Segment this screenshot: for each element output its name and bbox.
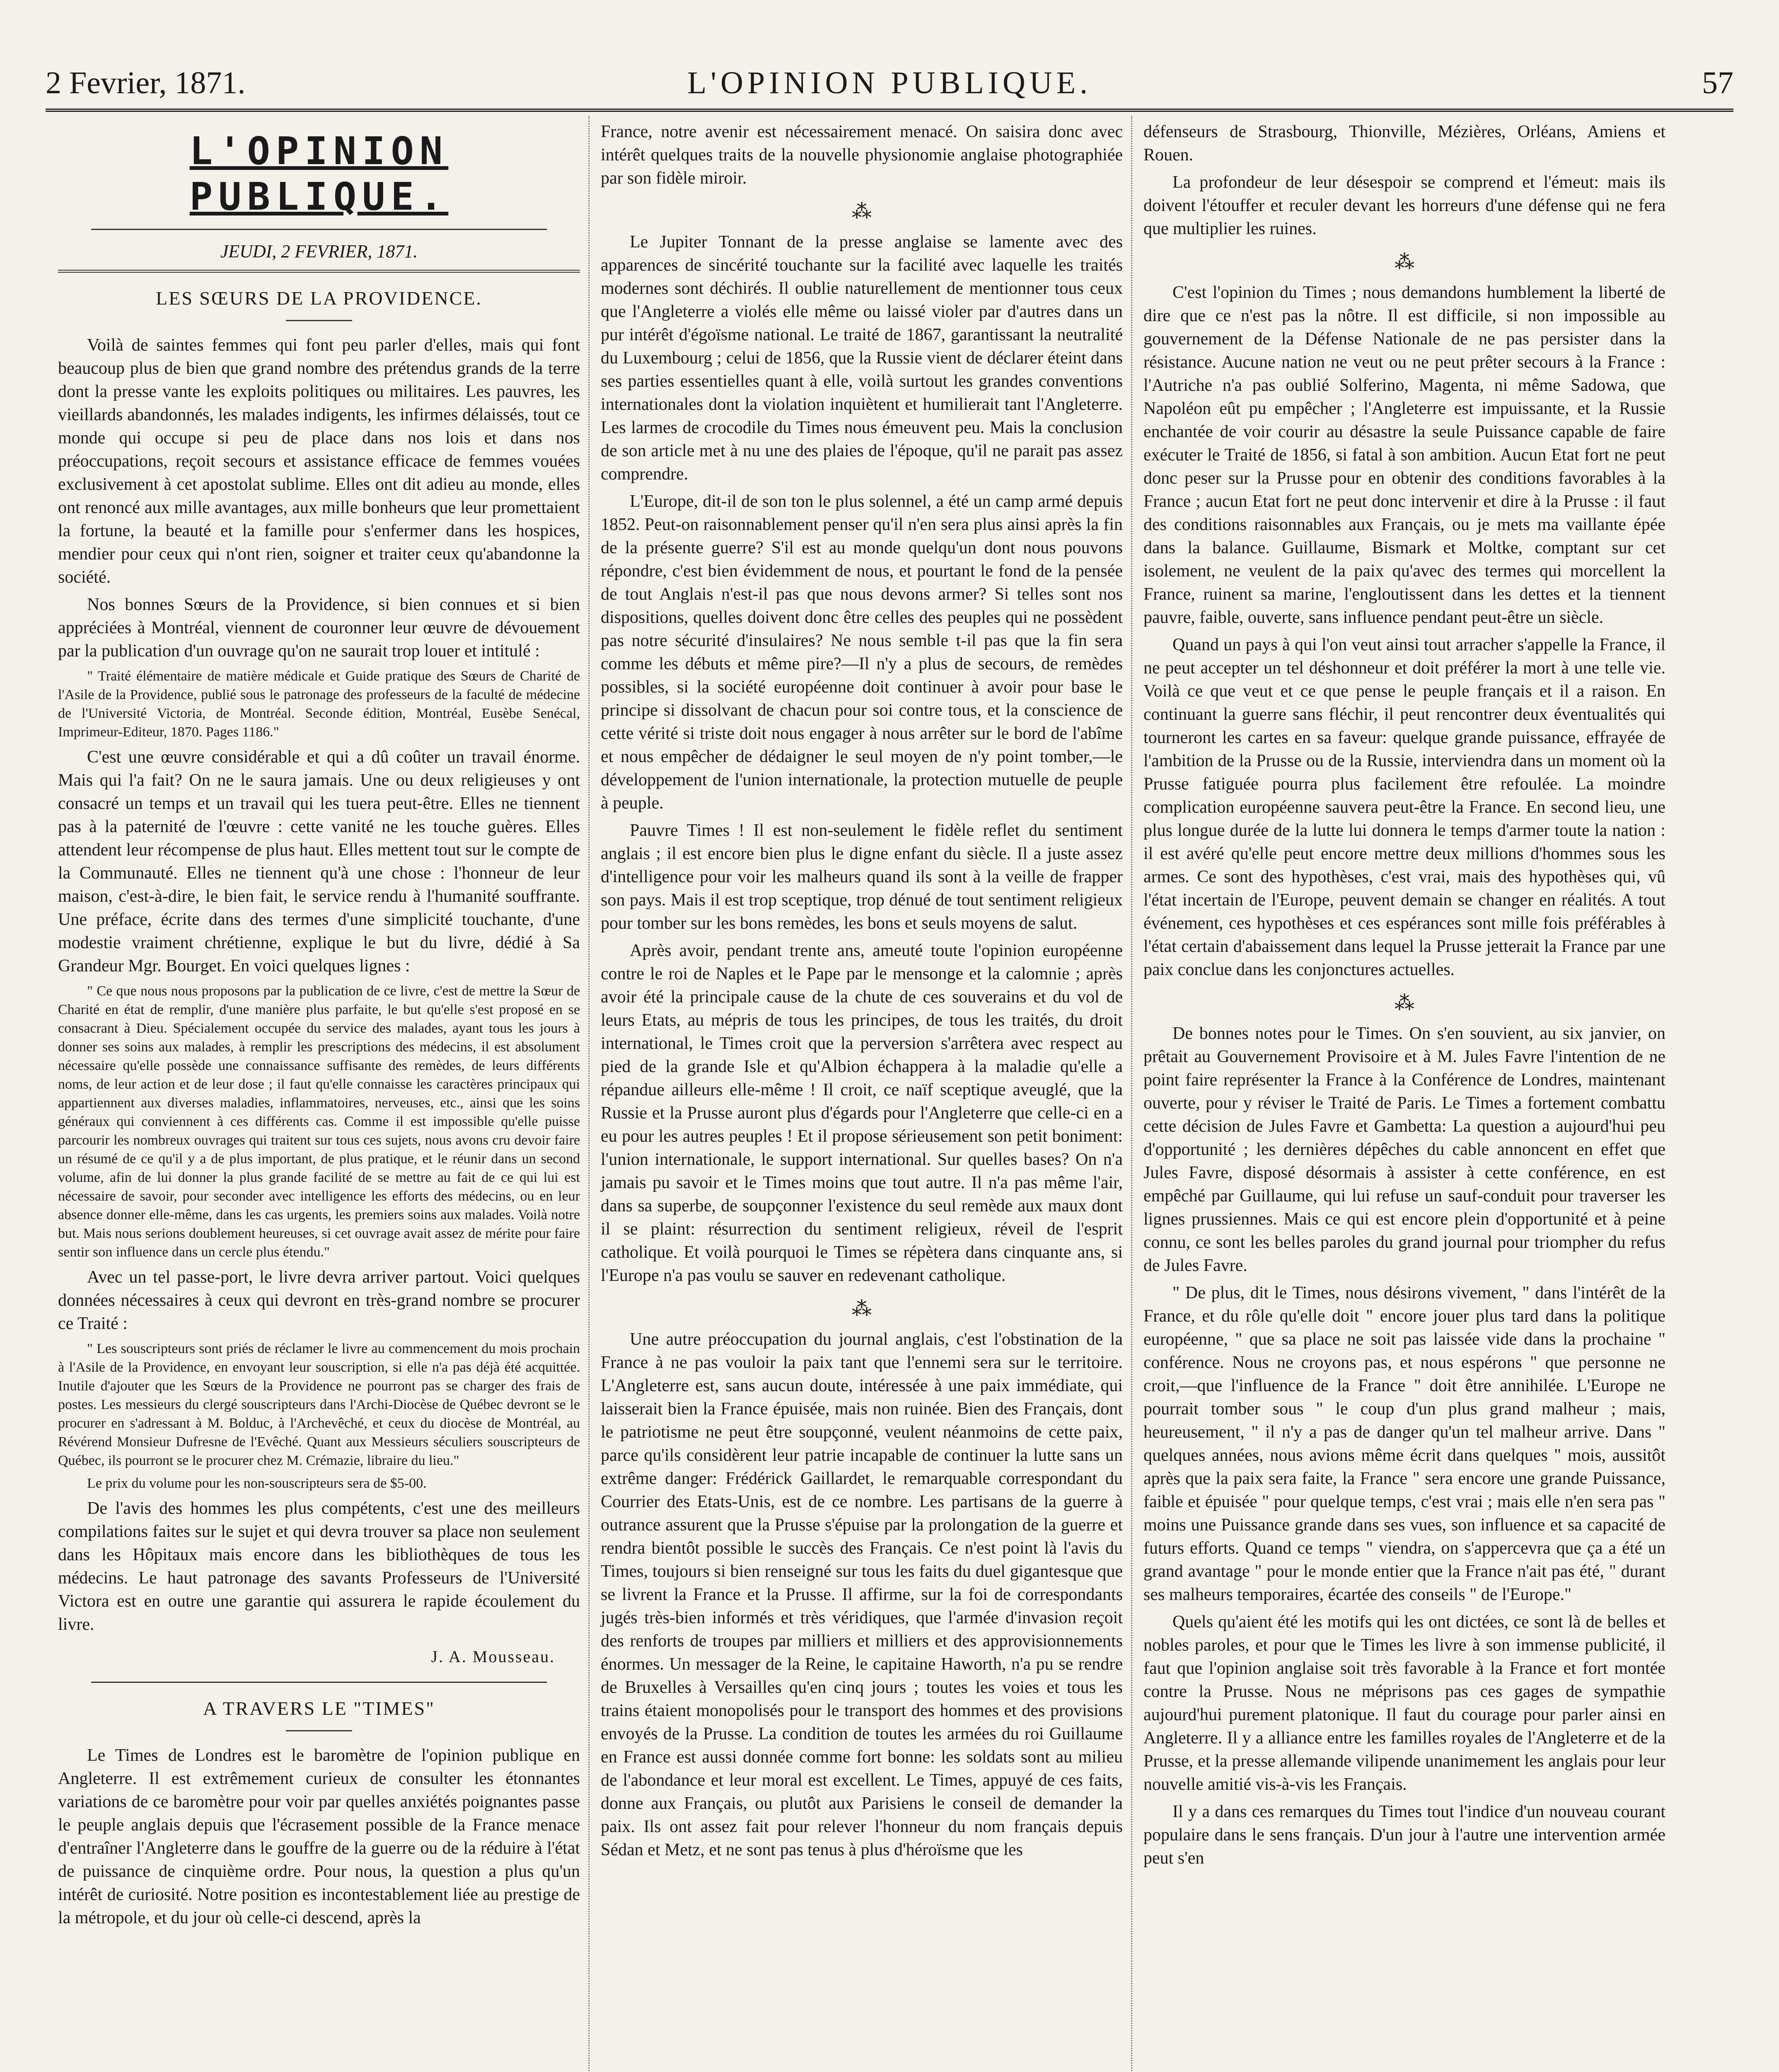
asterism-divider: ⁂ [1395,251,1414,273]
article-quote: " Les souscripteurs sont priés de réclamer le livre au commencement du mois prochain à l'Asile de la Providence, en envoyant leur souscription, si elle n'a pas déjà été acquittée. Inutile d'ajouter que les Sœurs de la Providence ne pourront pas se charger des frais de postes. Les messieurs du clergé souscripteurs dans l'Archi-Diocèse de Québec devront se le procurer en s'adressant à M. Bolduc, à l'Archevêché, et ceux du diocèse de Montréal, au Révérend Monsieur Dufresne de l'Evêché. Quant aux Messieurs séculiers souscripteurs de Québec, ils pourront se le procurer chez M. Crémazie, libraire du lieu." [58,1341,580,1468]
section-title-providence: LES SŒURS DE LA PROVIDENCE. [156,288,482,309]
article-signature: J. A. Mousseau. [431,1647,555,1666]
column-2 [601,120,1123,1866]
article-paragraph: France, notre avenir est nécessairement menacé. On saisira donc avec intérêt quelques traits de la nouvelle physionomie anglaise photographiée par son fidèle miroir. [601,122,1123,188]
column-divider [1131,116,1132,2072]
column-1 [58,120,580,1934]
article-quote: " Traité élémentaire de matière médicale et Guide pratique des Sœurs de Charité de l'Asile de la Providence, publié sous le patronage des professeurs de la faculté de médecine de l'Université Victoria, de Montréal. Seconde édition, Montréal, Eusèbe Senécal, Imprimeur-Editeur, 1870. Pages 1186." [58,668,580,740]
article-paragraph: Il y a dans ces remarques du Times tout l'indice d'un nouveau courant populaire dans le sens français. D'un jour à l'autre une intervention armée peut s'en [1143,1802,1665,1868]
article-paragraph: De l'avis des hommes les plus compétents, c'est une des meilleurs compilations faites sur le sujet et qui devra trouver sa place non seulement dans les Hôpitaux mais encore dans les bibliothèques de tous les médecins. Le haut patronage des savants Professeurs de l'Université Victora est en outre une garantie qui assurera le rapide écoulement du livre. [58,1499,580,1634]
asterism-divider: ⁂ [1395,992,1414,1014]
article-paragraph: La profondeur de leur désespoir se comprend et l'émeut: mais ils doivent l'étouffer et reculer devant les horreurs d'une défense qui ne fera que multiplier les ruines. [1143,173,1665,238]
masthead-double-rule [58,270,580,273]
running-head-date: 2 Fevrier, 1871. [46,65,246,100]
article-paragraph: Pauvre Times ! Il est non-seulement le fidèle reflet du sentiment anglais ; il est encore bien plus le digne enfant du siècle. Il a juste assez d'intelligence pour voir les malheurs quand ils sont à la veille de frapper son pays. Mais il est trop sceptique, trop dénué de tout sentiment religieux pour tomber sur les bons remèdes, les bons et seuls moyens de salut. [601,821,1123,933]
article-quote: " Ce que nous nous proposons par la publication de ce livre, c'est de mettre la Sœur de Charité en état de remplir, d'une manière plus parfaite, le but qu'elle s'est proposé en se consacrant à Dieu. Spécialement occupée du service des malades, ayant tous les jours à donner ses soins aux malades, à remplir les prescriptions des médecins, il est absolument nécessaire qu'elle possède une connaissance suffisante des remèdes, de leurs différents noms, de leur action et de leur dose ; il faut qu'elle connaisse les caractères principaux qui appartiennent aux diverses maladies, inflammatoires, nerveuses, etc., ainsi que les soins généraux qui conviennent à ces différents cas. Comme il est impossible qu'elle puisse parcourir les nombreux ouvrages qui traitent sur tous ces sujets, nous avons cru devoir faire un résumé de ce qu'il y a de plus important, de plus pratique, et le réunir dans un second volume, afin de lui donner la plus grande facilité de se mettre au fait de ce qui lui est nécessaire de savoir, pour seconder avec intelligence les efforts des médecins, ou en leur absence donner elle-même, dans les cas urgents, les premiers soins aux malades. Voilà notre but. Mais nous serions doublement heureuses, si cet ouvrage avait assez de mérite pour faire sentir son influence dans un cercle plus étendu." [58,983,580,1260]
article-paragraph: De bonnes notes pour le Times. On s'en souvient, au six janvier, on prêtait au Gouvernement Provisoire et à M. Jules Favre l'intention de ne point faire représenter la France à la Conférence de Londres, maintenant ouverte, pour y réviser le Traité de Paris. Le Times a fortement combattu cette décision de Jules Favre et Gambetta: La question a aujourd'hui peu d'opportunité ; les dernières dépêches du cable annoncent en effet que Jules Favre, disposé désormais à assister à cette conférence, en est empêché par Guillaume, qui lui refuse un sauf-conduit pour traverser les lignes prussiennes. Mais ce qui est encore plein d'opportunité et à peine connu, ce sont les belles paroles du grand journal pour triompher du refus de Jules Favre. [1143,1024,1665,1275]
article-paragraph: C'est une œuvre considérable et qui a dû coûter un travail énorme. Mais qui l'a fait? On ne le saura jamais. Une ou deux religieuses y ont consacré un temps et un travail qui les tuera peut-être. Elles ne tiennent pas à la paternité de l'œuvre : cette vanité ne les touche guères. Elles attendent leur récompense de plus haut. Elles mettent tout sur le compte de la Communauté. Elles ne tiennent qu'à une chose : l'honneur de leur maison, c'est-à-dire, le bien fait, le service rendu à l'humanité souffrante. Une préface, écrite dans des termes d'une simplicité touchante, d'une modestie vraiment chrétienne, explique le but du livre, dédié à Sa Grandeur Mgr. Bourget. En voici quelques lignes : [58,748,580,975]
column-divider [588,116,590,2072]
article-paragraph: défenseurs de Strasbourg, Thionville, Mézières, Orléans, Amiens et Rouen. [1143,122,1665,165]
article-paragraph: Le Jupiter Tonnant de la presse anglaise se lamente avec des apparences de sincérité touchante sur la facilité avec laquelle les traités modernes sont déchirés. Il oublie naturellement de mentionner tous ceux que l'Angleterre a violés elle même ou laissé violer par d'autres dans un pur intérêt d'égoïsme national. Le traité de 1867, garantissant la neutralité du Luxembourg ; celui de 1856, que la Russie vient de déclarer éteint dans ses parties essentielles quant à elle, voilà surtout les grandes conventions internationales dont la violation inquiètent et humilierait tant l'Angleterre. Les larmes de crocodile du Times nous émeuvent peu. Mais la conclusion de son article met à nu une des plaies de l'époque, qu'il ne parait pas assez comprendre. [601,232,1123,484]
masthead-rule [91,229,547,230]
article-separator [91,1682,547,1683]
column-3 [1143,120,1665,1874]
article-quote: " De plus, dit le Times, nous désirons vivement, " dans l'intérêt de la France, et du rôle qu'elle doit " encore jouer plus tard dans la politique européenne, " que sa place ne soit pas laissée vide dans la prochaine " conférence. Nous ne croyons pas, et nous espérons " que personne ne croit,—que l'influence de la France " doit être annihilée. L'Europe ne pourrait tomber sous " le coup d'un plus grand malheur ; mais, heureusement, " il n'y a pas de danger qu'un tel malheur arrive. Dans " quelques années, nous avions même écrit dans quelques " mois, aussitôt après que la paix sera faite, la France " sera encore une grande Puissance, faible et épuisée " pour quelque temps, c'est vrai ; mais elle n'en sera pas " moins une Puissance grande dans ses vues, son influence et sa capacité de futurs efforts. Quand ce temps " viendra, on s'appercevra que ça a été un grand avantage " pour le monde entier que la France n'ait pas été, " durant ses malheurs temporaires, écartée des conseils " de l'Europe." [1143,1283,1665,1604]
header-rule [46,109,1733,112]
article-paragraph: Voilà de saintes femmes qui font peu parler d'elles, mais qui font beaucoup plus de bien que grand nombre des prétendus grands de la terre dont la presse vante les exploits politiques ou militaires. Les pauvres, les vieillards abandonnés, les malades indigents, les infirmes délaissés, tout ce monde qui occupe si peu de place dans nos lois et dans nos préoccupations, reçoit secours et assistance efficace de femmes vouées exclusivement à cet apostolat sublime. Elles ont dit adieu au monde, elles ont renoncé aux mille avantages, aux mille bonheurs que leur promettaient la fortune, la beauté et la famille pour s'enfermer dans les hospices, mendier pour ceux qui n'ont rien, soigner et traiter ceux qu'abandonne la société. [58,336,580,587]
article-quote: Le prix du volume pour les non-souscripteurs sera de $5-00. [87,1476,427,1491]
page-number: 57 [1702,65,1733,100]
article-paragraph: L'Europe, dit-il de son ton le plus solennel, a été un camp armé depuis 1852. Peut-on raisonnablement penser qu'il n'en sera plus ainsi après la fin de la présente guerre? S'il est au monde quelqu'un dont nous pouvons répondre, c'est bien évidemment de nous, et pourtant le fond de la pensée de tout Anglais n'est-il pas que nous devons armer? Si telles sont nos dispositions, quelles doivent donc être celles des peuples qui ne possèdent pas notre sécurité d'insulaires? Ne nous semble t-il pas que la fin sera comme les débuts et même pire?—Il n'y a plus de secours, de remèdes possibles, si la société européenne doit continuer à avoir pour base le principe si dissolvant de chacun pour soi contre tous, et la conscience de cette vérité si triste doit nous engager à nous arrêter sur le bord de l'abîme et nous empêcher de dédaigner le seul moyen de n'y point tomber,—le développement de l'union internationale, la protection mutuelle de peuple à peuple. [601,492,1123,813]
section-title-times: A TRAVERS LE "TIMES" [203,1698,435,1719]
running-head [46,62,1733,112]
article-paragraph: Une autre préoccupation du journal anglais, c'est l'obstination de la France à ne pas vouloir la paix tant que l'ennemi sera sur le territoire. L'Angleterre est, sans aucun doute, intéressée à une paix immédiate, qui laisserait bien la France épuisée, mais non ruinée. Bien des Français, dont le patriotisme ne peut être soupçonné, veulent néanmoins de cette paix, parce qu'ils considèrent leur patrie incapable de continuer la lutte sans un extrême danger: Frédérick Gaillardet, le remarquable correspondant du Courrier des Etats-Unis, est de ce nombre. Les partisans de la guerre à outrance assurent que la Prusse s'épuise par la prolongation de la guerre et rendra bientôt possible le succès des Français. Ce n'est point là l'avis du Times, toujours si bien renseigné sur tous les faits du duel gigantesque que se livrent la France et la Prusse. Il affirme, sur la foi de correspondants jugés très-bien informés et très véridiques, que l'armée d'invasion reçoit des renforts de troupes par milliers et milliers et des approvisionnements énormes. Un messager de la Reine, le capitaine Haworth, n'a pu se rendre de Bruxelles à Versailles qu'en cinq jours ; toutes les voies et tous les trains étaient monopolisés pour le transport des hommes et des provisions envoyés de la Prusse. La condition de toutes les armées du roi Guillaume en France est aussi donnée comme fort bonne: les soldats sont au milieu de l'abondance et leur moral est excellent. Le Times, appuyé de ces faits, donne aux Français, ou plutôt aux Parisiens le conseil de demander la paix. Ils ont assez fait pour relever l'honneur du nom français depuis Sédan et Metz, et ne sont pas tenus à plus d'héroïsme que les [601,1330,1123,1859]
masthead-title: L'OPINION PUBLIQUE. [189,129,449,219]
section-rule [286,320,352,321]
article-paragraph: Après avoir, pendant trente ans, ameuté toute l'opinion européenne contre le roi de Naples et le Pape par le mensonge et la calomnie ; après avoir été la principale cause de la chute de ces souverains et du vol de leurs Etats, au mépris de tous les principes, de tous les traités, du droit international, le Times croit que la perversion s'arrêtera avec respect au pied de la grande Isle et qu'Albion échappera à la maladie qu'elle a répandue ailleurs elle-même ! Il croit, ce naïf sceptique aveuglé, que la Russie et la Prusse auront plus d'égards pour l'Angleterre que celle-ci en a eu pour les autres peuples ! Et il propose sérieusement son petit boniment: l'union internationale, le support international. Sur quelles bases? On n'a jamais pu savoir et le Times moins que tout autre. Il n'a pas même l'air, dans sa superbe, de soupçonner l'existence du seul remède aux maux dont il se plaint: résurrection du sentiment religieux, réveil de l'esprit catholique. Et voilà pourquoi le Times se répètera dans cinquante ans, si l'Europe n'a pas voulu se sauver en redevenant catholique. [601,941,1123,1285]
article-paragraph: Quels qu'aient été les motifs qui les ont dictées, ce sont là de belles et nobles paroles, et pour que le Times les livre à son immense publicité, il faut que l'opinion anglaise soit très favorable à la France et fort montée contre la Prusse. Nous ne méprisons pas ces gages de sympathie aujourd'hui purement platonique. Il faut du courage pour parler ainsi en Angleterre. Il y a alliance entre les familles royales de l'Angleterre et de la Prusse, et la presse allemande vilipende unanimement les anglais pour leur nouvelle amitié vis-à-vis les Français. [1143,1612,1665,1794]
article-paragraph: Le Times de Londres est le baromètre de l'opinion publique en Angleterre. Il est extrêmement curieux de consulter les étonnantes variations de ce baromètre pour voir par quelles anxiétés poignantes passe le peuple anglais depuis que l'écrasement possible de la France menace d'entraîner l'Angleterre dans le gouffre de la guerre ou de la réduire à l'état de puissance de cinquième ordre. Pour nous, la question a plus qu'un intérêt de curiosité. Notre position es incontestablement liée au prestige de la métropole, et du jour où celle-ci descend, après la [58,1746,580,1927]
article-paragraph: Avec un tel passe-port, le livre devra arriver partout. Voici quelques données nécessaires à ceux qui devront en très-grand nombre se procurer ce Traité : [58,1268,580,1333]
article-paragraph: C'est l'opinion du Times ; nous demandons humblement la liberté de dire que ce n'est pas la nôtre. Il est difficile, si non impossible au gouvernement de la Défense Nationale de ne pas persister dans la résistance. Aucune nation ne veut ou ne peut prêter secours à la France : l'Autriche n'a pas oublié Solferino, Magenta, ni même Sadowa, que Napoléon eût pu empêcher ; l'Angleterre est impuissante, et la Russie enchantée de voir courir au désastre la seule Puissance capable de faire exécuter le Traité de 1856, si fatal à son ambition. Aucun Etat fort ne peut donc peser sur la Prusse pour en obtenir des conditions favorables à la France ; aucun Etat fort ne peut donc intervenir et dire à la Prusse : il faut des conditions raisonnables aux Français, ou je mets ma vaillante épée dans la balance. Guillaume, Bismark et Moltke, comptant sur cet isolement, ne veulent de la paix qu'avec des termes qui morcellent la France, ruinent sa marine, l'engloutissent dans les dettes et la tiennent pauvre, faible, ouverte, sans influence pendant peut-être un siècle. [1143,283,1665,627]
section-rule [286,1730,352,1731]
running-head-title: L'OPINION PUBLIQUE. [687,65,1092,100]
article-paragraph: Nos bonnes Sœurs de la Providence, si bien connues et si bien appréciées à Montréal, viennent de couronner leur œuvre de dévouement par la publication d'un ouvrage qu'on ne saurait trop louer et intitulé : [58,595,580,661]
masthead-dateline: JEUDI, 2 FEVRIER, 1871. [220,241,418,261]
article-paragraph: Quand un pays à qui l'on veut ainsi tout arracher s'appelle la France, il ne peut accepter un tel déshonneur et doit préférer la mort à une telle vie. Voilà ce que veut et ce que pense le peuple français et il a raison. En continuant la guerre sans fléchir, il peut rencontrer deux éventualités qui tourneront les cartes en sa faveur: quelque grande puissance, effrayée de l'ambition de la Prusse ou de la Russie, interviendra dans un moment où la Prusse fatiguée pourra plus facilement être refoulée. La moindre complication européenne sauvera peut-être la France. En second lieu, une plus longue durée de la lutte lui donnera le temps d'armer toute la nation : il est avéré qu'elle peut encore mettre deux millions d'hommes sous les armes. Ce sont des hypothèses, c'est vrai, mais des hypothèses qui, vû l'état incertain de l'Europe, peuvent demain se changer en réalités. A tout événement, ces hypothèses et ces espérances sont mille fois préférables à l'état certain d'abaissement dans lequel la Prusse jetterait la France par une paix conclue dans les conjonctures actuelles. [1143,635,1665,979]
asterism-divider: ⁂ [852,201,872,223]
asterism-divider: ⁂ [852,1298,872,1320]
